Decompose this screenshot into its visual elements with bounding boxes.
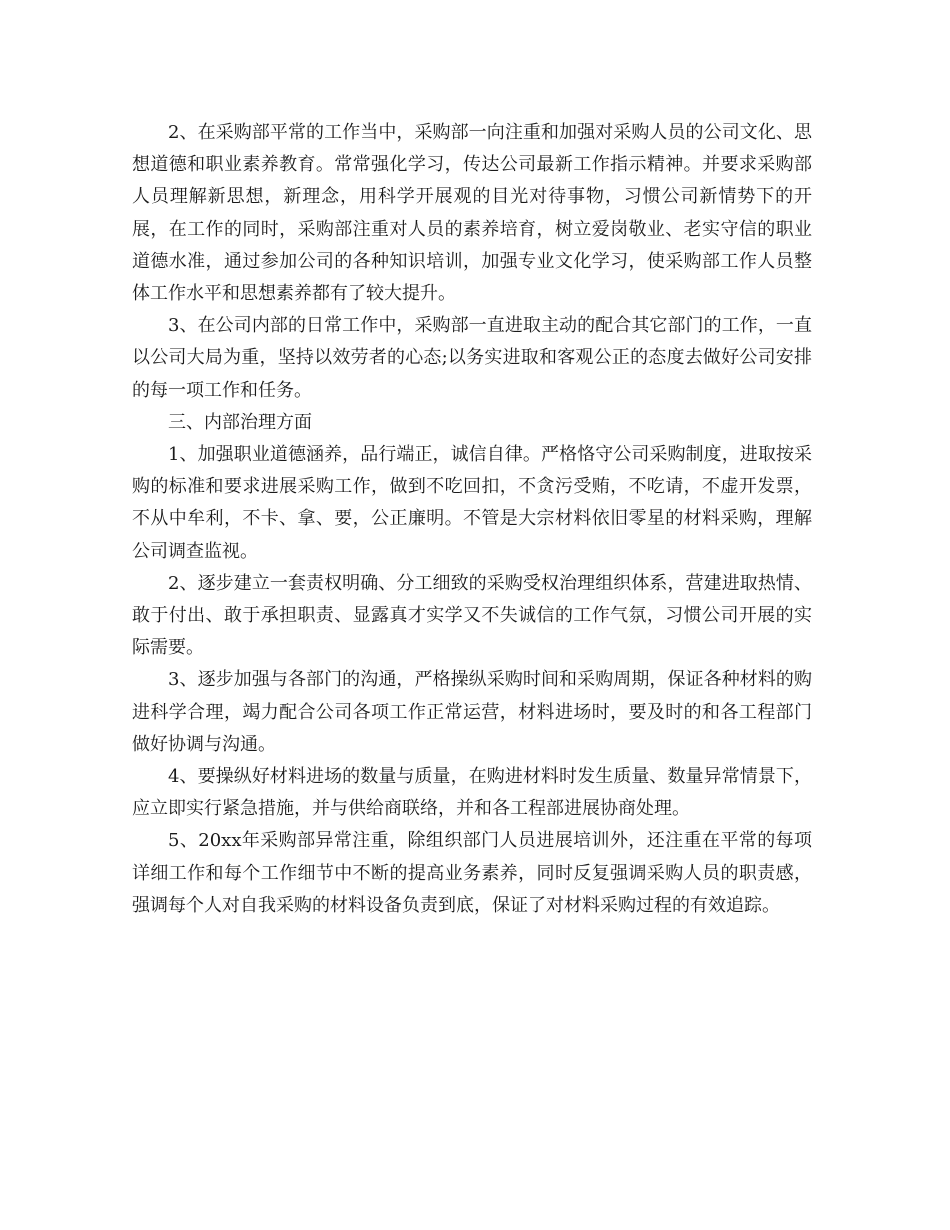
paragraph-4: 2、逐步建立一套责权明确、分工细致的采购受权治理组织体系，营建进取热情、敢于付出、敢于承担职责、显露真才实学又不失诚信的工作气氛，习惯公司开展的实际需要。	[132, 572, 812, 659]
paragraph-6: 4、要操纵好材料进场的数量与质量，在购进材料时发生质量、数量异常情景下，应立即实行紧急措施，并与供给商联络，并和各工程部进展协商处理。	[132, 766, 812, 820]
document-body	[132, 117, 812, 922]
paragraph-3: 1、加强职业道德涵养，品行端正，诚信自律。严格恪守公司采购制度，进取按采购的标准和要求进展采购工作，做到不吃回扣，不贪污受贿，不吃请，不虚开发票，不从中牟利，不卡、拿、要，公正廉明。不管是大宗材料依旧零星的材料采购，理解公司调查监视。	[132, 444, 812, 562]
paragraph-7: 5、20xx年采购部异常注重，除组织部门人员进展培训外，还注重在平常的每项详细工作和每个工作细节中不断的提高业务素养，同时反复强调采购人员的职责感，强调每个人对自我采购的材料设备负责到底，保证了对材料采购过程的有效追踪。	[132, 830, 812, 916]
paragraph-1: 2、在采购部平常的工作当中，采购部一向注重和加强对采购人员的公司文化、思想道德和职业素养教育。常常强化学习，传达公司最新工作指示精神。并要求采购部人员理解新思想，新理念，用科学开展观的目光对待事物，习惯公司新情势下的开展，在工作的同时，采购部注重对人员的素养培育，树立爱岗敬业、老实守信的职业道德水准，通过参加公司的各种知识培训，加强专业文化学习，使采购部工作人员整体工作水平和思想素养都有了较大提升。	[132, 122, 812, 305]
paragraph-2: 3、在公司内部的日常工作中，采购部一直进取主动的配合其它部门的工作，一直以公司大局为重，坚持以效劳者的心态;以务实进取和客观公正的态度去做好公司安排的每一项工作和任务。	[132, 315, 812, 401]
paragraph-5: 3、逐步加强与各部门的沟通，严格操纵采购时间和采购周期，保证各种材料的购进科学合理，竭力配合公司各项工作正常运营，材料进场时，要及时的和各工程部门做好协调与沟通。	[132, 669, 812, 755]
section-heading: 三、内部治理方面	[168, 411, 312, 433]
